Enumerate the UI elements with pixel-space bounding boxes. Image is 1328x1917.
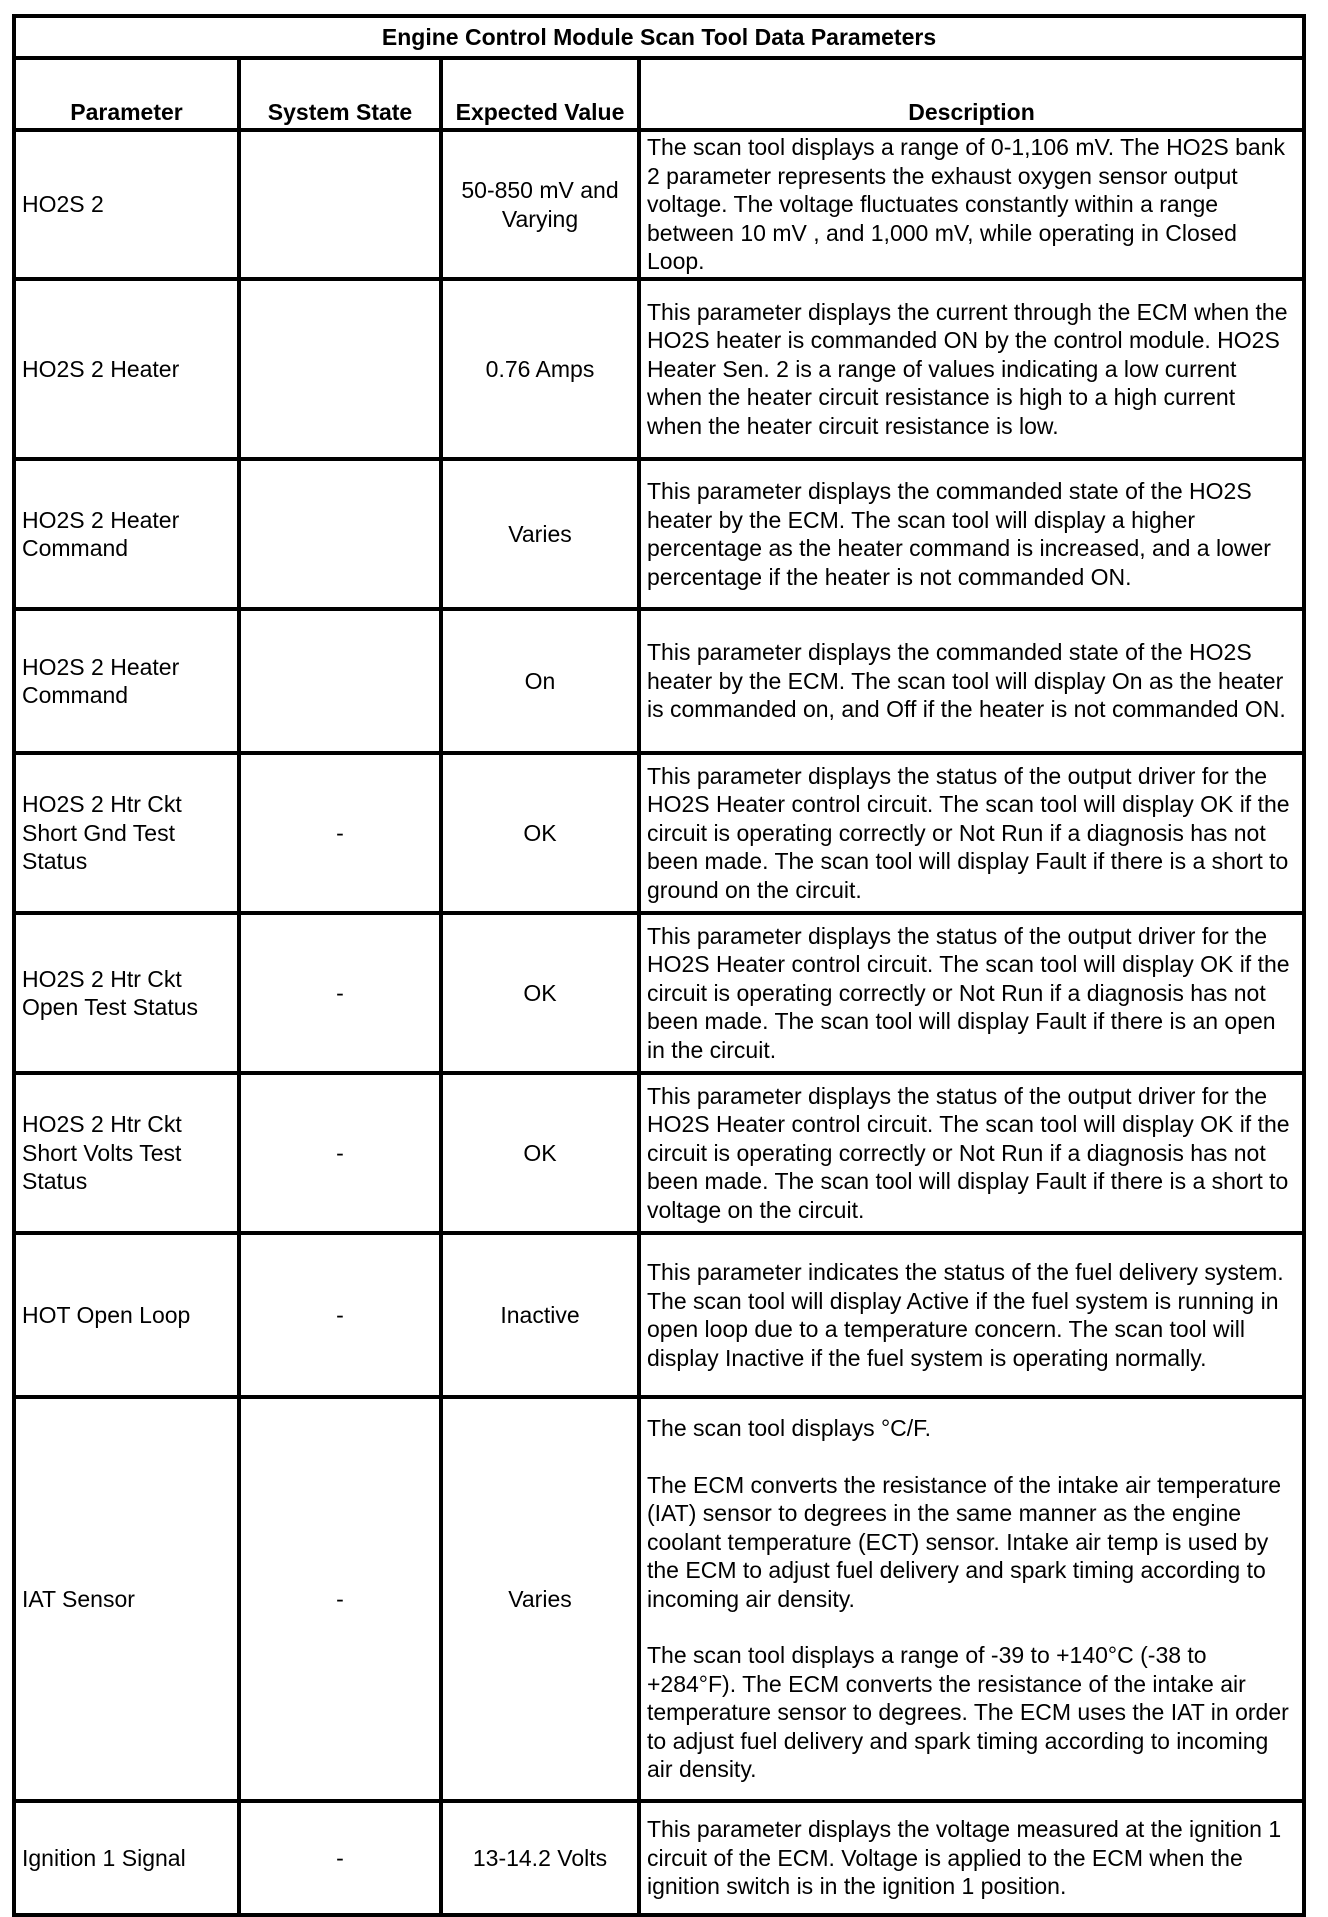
system-state-cell: -	[239, 913, 441, 1073]
table-row	[14, 1801, 1304, 1915]
column-header-system-state: System State	[239, 58, 441, 130]
description-cell	[639, 609, 1304, 753]
table-row	[14, 913, 1304, 1073]
system-state-cell: -	[239, 753, 441, 913]
expected-value-cell: 13-14.2 Volts	[441, 1801, 639, 1915]
parameter-cell: HO2S 2 Heater Command	[14, 609, 239, 753]
system-state-cell	[239, 609, 441, 753]
description-cell	[639, 459, 1304, 609]
description-paragraph: This parameter displays the status of the output driver for the HO2S Heater control circuit. The scan tool will display OK if the circuit is operating correctly or Not Run if a diagnosis has not been made. The scan tool will display Fault if there is a short to voltage on the circuit.	[647, 1082, 1290, 1223]
system-state-cell: -	[239, 1397, 441, 1801]
description-cell	[639, 1397, 1304, 1801]
expected-value-cell: OK	[441, 913, 639, 1073]
parameter-cell: HO2S 2 Htr Ckt Open Test Status	[14, 913, 239, 1073]
description-paragraph: This parameter displays the commanded state of the HO2S heater by the ECM. The scan tool will display a higher percentage as the heater command is increased, and a lower percentage if the heater is not commanded ON.	[647, 478, 1271, 590]
column-header-parameter: Parameter	[14, 58, 239, 130]
table-row	[14, 753, 1304, 913]
description-paragraph: The ECM converts the resistance of the intake air temperature (IAT) sensor to degrees in the same manner as the engine coolant temperature (ECT) sensor. Intake air temp is used by the ECM to adjust fuel delivery and spark timing according to incoming air density.	[647, 1471, 1282, 1612]
description-paragraph: This parameter displays the status of the output driver for the HO2S Heater control circuit. The scan tool will display OK if the circuit is operating correctly or Not Run if a diagnosis has not been made. The scan tool will display Fault if there is an open in the circuit.	[647, 922, 1290, 1063]
system-state-cell	[239, 459, 441, 609]
column-header-expected-value: Expected Value	[441, 58, 639, 130]
table-row	[14, 609, 1304, 753]
expected-value-cell: OK	[441, 753, 639, 913]
system-state-cell: -	[239, 1233, 441, 1397]
system-state-cell: -	[239, 1073, 441, 1233]
expected-value-cell: 50-850 mV and Varying	[441, 130, 639, 279]
description-paragraph: The scan tool displays °C/F.	[647, 1415, 932, 1442]
expected-value-cell: Varies	[441, 1397, 639, 1801]
description-cell	[639, 279, 1304, 459]
description-cell	[639, 913, 1304, 1073]
expected-value-cell: OK	[441, 1073, 639, 1233]
parameter-cell: HO2S 2 Htr Ckt Short Gnd Test Status	[14, 753, 239, 913]
description-paragraph: This parameter displays the status of the output driver for the HO2S Heater control circuit. The scan tool will display OK if the circuit is operating correctly or Not Run if a diagnosis has not been made. The scan tool will display Fault if there is a short to ground on the circuit.	[647, 762, 1290, 903]
table-row	[14, 279, 1304, 459]
expected-value-cell: On	[441, 609, 639, 753]
parameter-cell: HO2S 2 Heater	[14, 279, 239, 459]
parameter-cell: HO2S 2	[14, 130, 239, 279]
system-state-cell	[239, 279, 441, 459]
table-row	[14, 1233, 1304, 1397]
description-paragraph: This parameter displays the commanded state of the HO2S heater by the ECM. The scan tool will display On as the heater is commanded on, and Off if the heater is not commanded ON.	[647, 639, 1286, 723]
parameter-cell: IAT Sensor	[14, 1397, 239, 1801]
parameter-cell: HO2S 2 Heater Command	[14, 459, 239, 609]
system-state-cell	[239, 130, 441, 279]
description-paragraph: The scan tool displays a range of -39 to +140°C (-38 to +284°F). The ECM converts the resistance of the intake air temperature sensor to degrees. The ECM uses the IAT in order to adjust fuel delivery and spark timing according to incoming air density.	[647, 1642, 1289, 1783]
description-cell	[639, 1073, 1304, 1233]
expected-value-cell: Varies	[441, 459, 639, 609]
description-cell	[639, 130, 1304, 279]
description-cell	[639, 1233, 1304, 1397]
expected-value-cell: 0.76 Amps	[441, 279, 639, 459]
table-row	[14, 1073, 1304, 1233]
description-paragraph: This parameter displays the voltage measured at the ignition 1 circuit of the ECM. Voltage is applied to the ECM when the ignition switch is in the ignition 1 position.	[647, 1816, 1282, 1900]
table-row	[14, 1397, 1304, 1801]
description-cell	[639, 753, 1304, 913]
parameter-cell: Ignition 1 Signal	[14, 1801, 239, 1915]
expected-value-cell: Inactive	[441, 1233, 639, 1397]
description-paragraph: The scan tool displays a range of 0-1,106 mV. The HO2S bank 2 parameter represents the exhaust oxygen sensor output voltage. The voltage fluctuates constantly within a range between 10 mV , and 1,000 mV, while operating in Closed Loop.	[647, 134, 1285, 275]
description-cell	[639, 1801, 1304, 1915]
column-header-description: Description	[639, 58, 1304, 130]
table-title: Engine Control Module Scan Tool Data Parameters	[14, 16, 1304, 58]
scan-tool-data-table	[12, 14, 1306, 1917]
parameter-cell: HOT Open Loop	[14, 1233, 239, 1397]
parameter-cell: HO2S 2 Htr Ckt Short Volts Test Status	[14, 1073, 239, 1233]
description-paragraph: This parameter displays the current through the ECM when the HO2S heater is commanded ON by the control module. HO2S Heater Sen. 2 is a range of values indicating a low current when the heater circuit resistance is high to a high current when the heater circuit resistance is low.	[647, 298, 1288, 439]
table-row	[14, 459, 1304, 609]
system-state-cell: -	[239, 1801, 441, 1915]
header-row	[14, 58, 1304, 130]
table-row	[14, 130, 1304, 279]
description-paragraph: This parameter indicates the status of the fuel delivery system. The scan tool will display Active if the fuel system is running in open loop due to a temperature concern. The scan tool will display Inactive if the fuel system is operating normally.	[647, 1259, 1284, 1371]
